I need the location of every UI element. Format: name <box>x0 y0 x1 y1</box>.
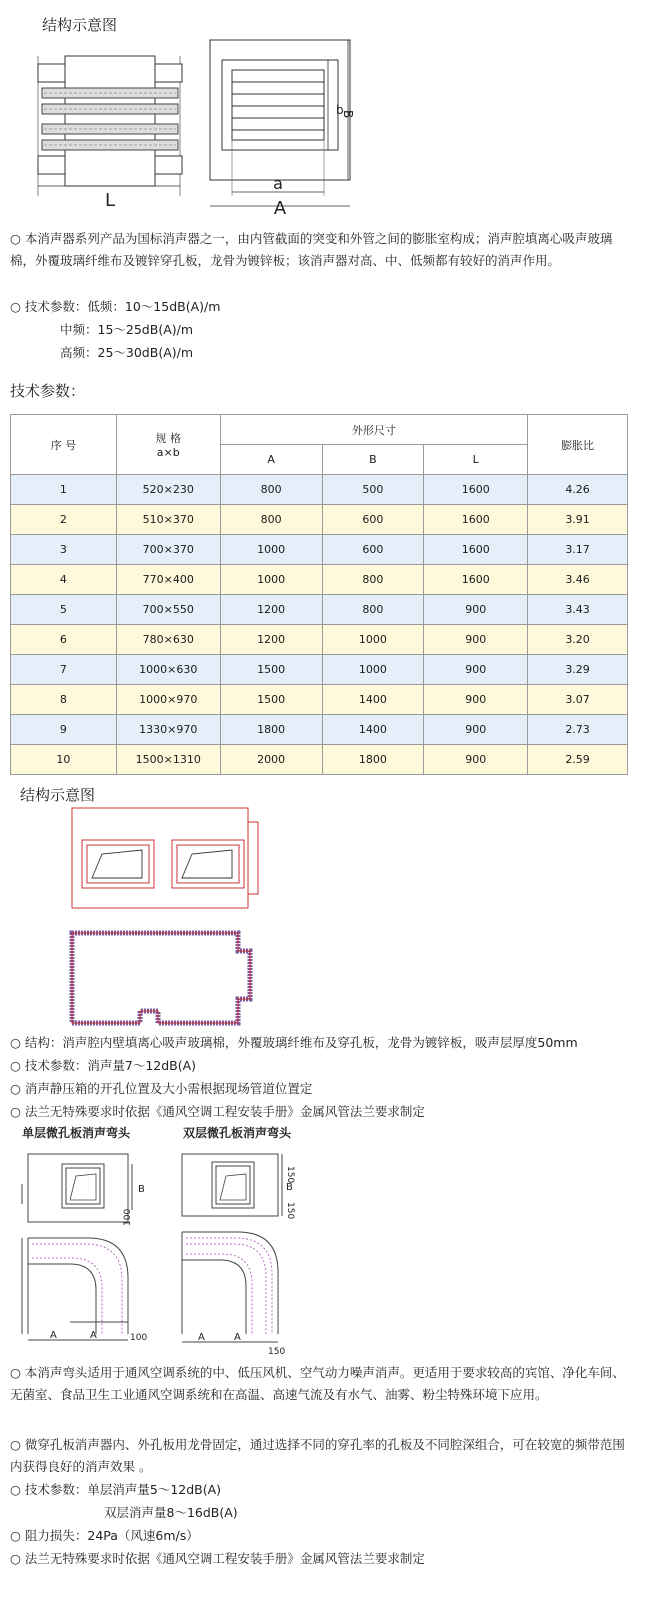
cell-no: 4 <box>11 565 117 595</box>
section-title-structure: 结构示意图 <box>42 16 118 34</box>
section-title-structure-2: 结构示意图 <box>20 786 96 804</box>
cell-spec: 1500×1310 <box>116 745 220 775</box>
cell-A: 1500 <box>220 685 322 715</box>
cell-B: 600 <box>322 535 424 565</box>
dim-label-150-mid: 150 <box>285 1202 295 1220</box>
plenum-box-section-diagram <box>60 925 280 1030</box>
dim-label-150-bottom: 150 <box>268 1347 286 1357</box>
dim-label-A-1: A <box>50 1330 57 1341</box>
header-L: L <box>424 445 528 475</box>
silencer-front-view-diagram <box>200 36 360 216</box>
param-resistance: ○ 阻力损失：24Pa（风速6m/s） <box>10 1528 199 1543</box>
cell-ratio: 3.46 <box>528 565 628 595</box>
header-spec-line1: 规 格 <box>155 432 181 445</box>
cell-B: 500 <box>322 475 424 505</box>
flange-desc-2: ○ 法兰无特殊要求时依据《通风空调工程安装手册》金属风管法兰要求制定 <box>10 1551 425 1566</box>
cell-no: 2 <box>11 505 117 535</box>
cell-B: 800 <box>322 595 424 625</box>
single-elbow-title: 单层微孔板消声弯头 <box>22 1126 131 1140</box>
cell-spec: 1330×970 <box>116 715 220 745</box>
cell-A: 1200 <box>220 595 322 625</box>
cell-L: 900 <box>424 745 528 775</box>
cell-L: 900 <box>424 655 528 685</box>
cell-no: 1 <box>11 475 117 505</box>
cell-spec: 520×230 <box>116 475 220 505</box>
dim-label-A-3: A <box>198 1332 205 1343</box>
params-line-low <box>10 297 220 315</box>
structure-desc: ○ 结构：消声腔内壁填离心吸声玻璃棉，外覆玻璃纤维布及穿孔板，龙骨为镀锌板，吸声层厚度50mm <box>10 1035 578 1050</box>
microperforated-description: ○ 微穿孔板消声器内、外孔板用龙骨固定，通过选择不同的穿孔率的孔板及不同腔深组合，可在较宽的频带范围内获得良好的消声效果 。 <box>10 1437 625 1474</box>
table-row <box>11 625 628 655</box>
single-elbow-diagram <box>18 1144 158 1366</box>
param-mid-freq: 中频：15～25dB(A)/m <box>60 322 194 337</box>
cell-L: 900 <box>424 595 528 625</box>
dim-label-A-4: A <box>234 1332 241 1343</box>
cell-A: 800 <box>220 475 322 505</box>
cell-spec: 1000×630 <box>116 655 220 685</box>
cell-ratio: 3.43 <box>528 595 628 625</box>
table-row <box>11 535 628 565</box>
cell-no: 8 <box>11 685 117 715</box>
cell-no: 9 <box>11 715 117 745</box>
tech-param-desc: ○ 技术参数：消声量7～12dB(A) <box>10 1058 197 1073</box>
cell-A: 1800 <box>220 715 322 745</box>
cell-A: 800 <box>220 505 322 535</box>
description-paragraph-1: ○ 本消声器系列产品为国标消声器之一，由内管截面的突变和外管之间的膨胀室构成；消声腔填离心吸声玻璃棉，外覆玻璃纤维布及镀锌穿孔板，龙骨为镀锌板；该消声器对高、中、低频都有较好的消声作用。 <box>10 231 613 268</box>
cell-ratio: 4.26 <box>528 475 628 505</box>
header-no: 序 号 <box>11 415 117 475</box>
cell-L: 1600 <box>424 505 528 535</box>
cell-ratio: 3.17 <box>528 535 628 565</box>
table-row <box>11 715 628 745</box>
cell-spec: 780×630 <box>116 625 220 655</box>
params-label: ○ 技术参数： <box>10 299 88 314</box>
cell-B: 1800 <box>322 745 424 775</box>
dim-label-B-double: B <box>286 1182 293 1193</box>
header-A: A <box>220 445 322 475</box>
dim-label-A-2: A <box>90 1330 97 1341</box>
dim-label-100-bottom: 100 <box>130 1333 148 1343</box>
cell-ratio: 3.07 <box>528 685 628 715</box>
double-elbow-diagram <box>172 1144 312 1366</box>
dim-label-b: b <box>336 103 344 117</box>
cell-ratio: 2.59 <box>528 745 628 775</box>
param-double-layer: 双层消声量8～16dB(A) <box>104 1505 238 1520</box>
dim-label-100: 100 <box>123 1208 133 1226</box>
cell-A: 2000 <box>220 745 322 775</box>
dim-label-A: A <box>273 198 287 216</box>
table-title: 技术参数： <box>10 382 86 400</box>
params-line-single <box>10 1480 221 1498</box>
table-row <box>11 505 628 535</box>
cell-A: 1000 <box>220 565 322 595</box>
cell-L: 900 <box>424 625 528 655</box>
opening-desc: ○ 消声静压箱的开孔位置及大小需根据现场管道位置定 <box>10 1081 313 1096</box>
cell-spec: 700×550 <box>116 595 220 625</box>
params-label-2: ○ 技术参数： <box>10 1482 88 1497</box>
flange-desc: ○ 法兰无特殊要求时依据《通风空调工程安装手册》金属风管法兰要求制定 <box>10 1104 425 1119</box>
header-spec-line2: a×b <box>156 446 180 459</box>
header-spec <box>116 415 220 475</box>
param-single-layer: 单层消声量5～12dB(A) <box>87 1482 222 1497</box>
cell-A: 1000 <box>220 535 322 565</box>
header-dims: 外形尺寸 <box>220 415 527 445</box>
cell-spec: 510×370 <box>116 505 220 535</box>
cell-spec: 700×370 <box>116 535 220 565</box>
cell-B: 1000 <box>322 655 424 685</box>
cell-no: 7 <box>11 655 117 685</box>
cell-B: 600 <box>322 505 424 535</box>
cell-L: 1600 <box>424 475 528 505</box>
cell-B: 1400 <box>322 685 424 715</box>
cell-B: 1000 <box>322 625 424 655</box>
param-high-freq: 高频：25～30dB(A)/m <box>60 345 194 360</box>
table-row <box>11 655 628 685</box>
cell-L: 1600 <box>424 565 528 595</box>
cell-no: 3 <box>11 535 117 565</box>
dim-label-B: B <box>341 110 355 119</box>
dim-label-150-top: 150 <box>285 1166 295 1184</box>
dim-label-a: a <box>273 174 283 193</box>
cell-no: 10 <box>11 745 117 775</box>
cell-no: 6 <box>11 625 117 655</box>
table-row <box>11 595 628 625</box>
cell-ratio: 2.73 <box>528 715 628 745</box>
table-row <box>11 685 628 715</box>
cell-A: 1500 <box>220 655 322 685</box>
cell-A: 1200 <box>220 625 322 655</box>
double-elbow-title: 双层微孔板消声弯头 <box>183 1126 292 1140</box>
plenum-box-front-diagram <box>60 800 280 910</box>
cell-B: 800 <box>322 565 424 595</box>
table-row <box>11 745 628 775</box>
header-ratio: 膨胀比 <box>528 415 628 475</box>
cell-B: 1400 <box>322 715 424 745</box>
cell-ratio: 3.20 <box>528 625 628 655</box>
param-low-freq: 低频：10～15dB(A)/m <box>87 299 221 314</box>
spec-table <box>10 414 628 775</box>
cell-ratio: 3.91 <box>528 505 628 535</box>
cell-spec: 1000×970 <box>116 685 220 715</box>
elbow-description: ○ 本消声弯头适用于通风空调系统的中、低压风机、空气动力噪声消声。更适用于要求较高的宾馆、净化车间、无菌室、食品卫生工业通风空调系统和在高温、高速气流及有水气、油雾、粉尘特殊环境下应用。 <box>10 1365 625 1402</box>
table-row <box>11 475 628 505</box>
cell-L: 900 <box>424 715 528 745</box>
table-row <box>11 565 628 595</box>
silencer-side-view-diagram <box>20 36 200 216</box>
cell-L: 900 <box>424 685 528 715</box>
dim-label-B: B <box>138 1184 145 1195</box>
cell-no: 5 <box>11 595 117 625</box>
cell-ratio: 3.29 <box>528 655 628 685</box>
header-B: B <box>322 445 424 475</box>
dim-label-L: L <box>104 190 116 211</box>
cell-spec: 770×400 <box>116 565 220 595</box>
cell-L: 1600 <box>424 535 528 565</box>
